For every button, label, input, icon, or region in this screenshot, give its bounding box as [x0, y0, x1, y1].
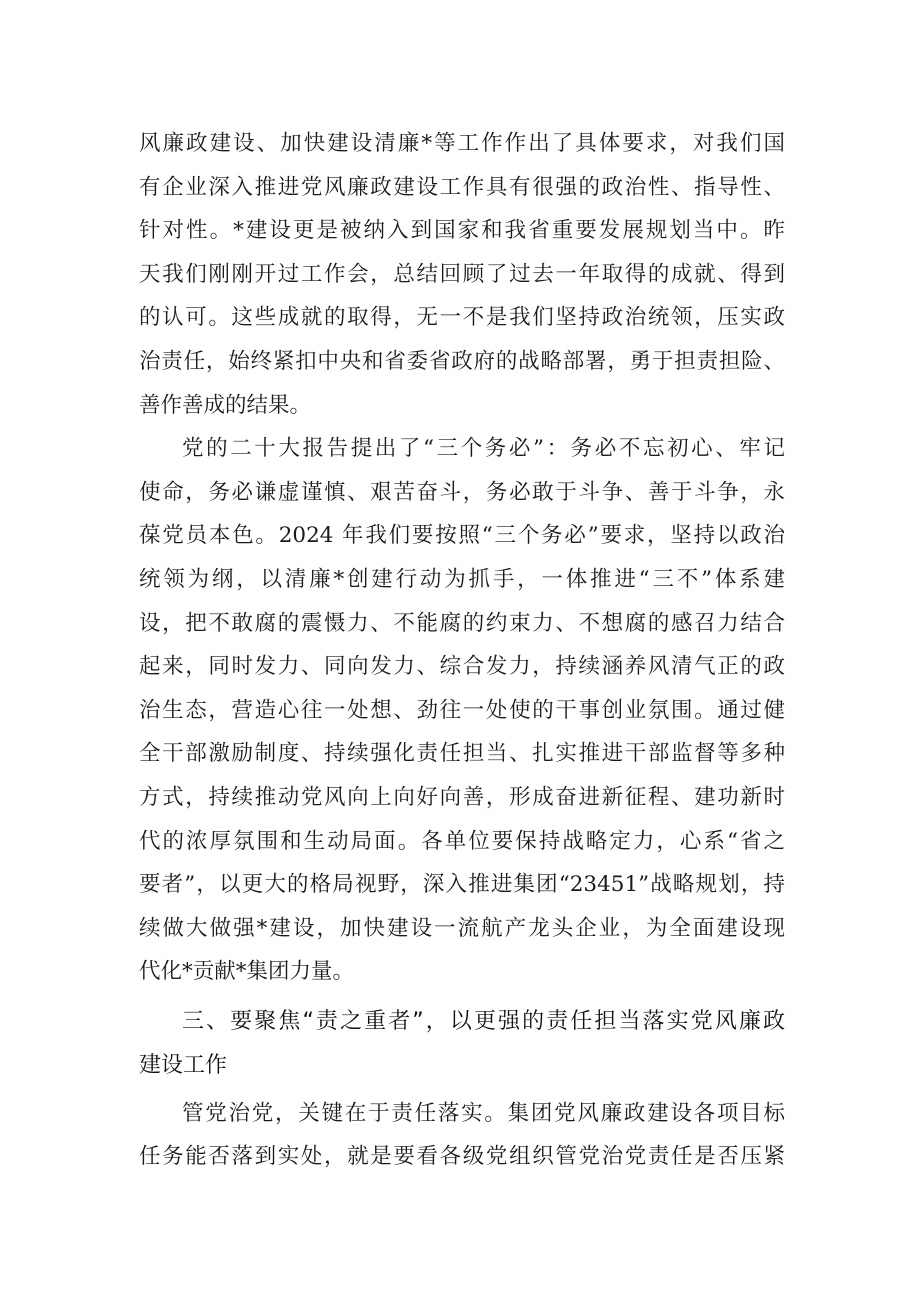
text-line: 统领为纲，以清廉*创建行动为抓手，一体推进“三不”体系建	[139, 566, 785, 592]
text-line: 管党治党，关键在于责任落实。集团党风廉政建设各项目标	[182, 1100, 785, 1126]
text-line: 的认可。这些成就的取得，无一不是我们坚持政治统领，压实政	[139, 305, 785, 331]
text-line: 善作善成的结果。	[139, 392, 312, 418]
text-line: 治责任，始终紧扣中央和省委省政府的战略部署，勇于担责担险、	[139, 348, 785, 374]
paragraph-3	[139, 1092, 785, 1179]
text-line: 设，把不敢腐的震慑力、不能腐的约束力、不想腐的感召力结合	[139, 610, 785, 636]
text-line: 代的浓厚氛围和生动局面。各单位要保持战略定力，心系“省之	[139, 828, 785, 854]
text-line: 起来，同时发力、同向发力、综合发力，持续涵养风清气正的政	[139, 654, 785, 680]
text-line: 续做大做强*建设，加快建设一流航产龙头企业，为全面建设现	[139, 915, 785, 941]
text-line: 天我们刚刚开过工作会，总结回顾了过去一年取得的成就、得到	[139, 261, 785, 287]
text-line: 党的二十大报告提出了“三个务必”：务必不忘初心、牢记	[182, 436, 785, 462]
text-line: 治生态，营造心往一处想、劲往一处使的干事创业氛围。通过健	[139, 697, 785, 723]
text-line: 有企业深入推进党风廉政建设工作具有很强的政治性、指导性、	[139, 174, 785, 200]
text-line: 针对性。*建设更是被纳入到国家和我省重要发展规划当中。昨	[139, 218, 785, 244]
text-line: 方式，持续推动党风向上向好向善，形成奋进新征程、建功新时	[139, 784, 785, 810]
paragraph-1	[139, 122, 785, 427]
paragraph-2	[139, 427, 785, 994]
text-line: 要者”，以更大的格局视野，深入推进集团“23451”战略规划，持	[139, 872, 785, 898]
text-line: 葆党员本色。2024 年我们要按照“三个务必”要求，坚持以政治	[139, 523, 785, 549]
heading-line: 建设工作	[139, 1052, 228, 1078]
text-line: 全干部激励制度、持续强化责任担当、扎实推进干部监督等多种	[139, 741, 785, 767]
text-line: 代化*贡献*集团力量。	[139, 959, 355, 985]
text-line: 任务能否落到实处，就是要看各级党组织管党治党责任是否压紧	[139, 1144, 785, 1170]
text-line: 风廉政建设、加快建设清廉*等工作作出了具体要求，对我们国	[139, 131, 785, 156]
text-line: 使命，务必谦虚谨慎、艰苦奋斗，务必敢于斗争、善于斗争，永	[139, 479, 785, 505]
document-page	[139, 122, 785, 1179]
section-heading	[139, 1000, 785, 1088]
heading-line: 三、要聚焦“责之重者”，以更强的责任担当落实党风廉政	[182, 1008, 785, 1034]
